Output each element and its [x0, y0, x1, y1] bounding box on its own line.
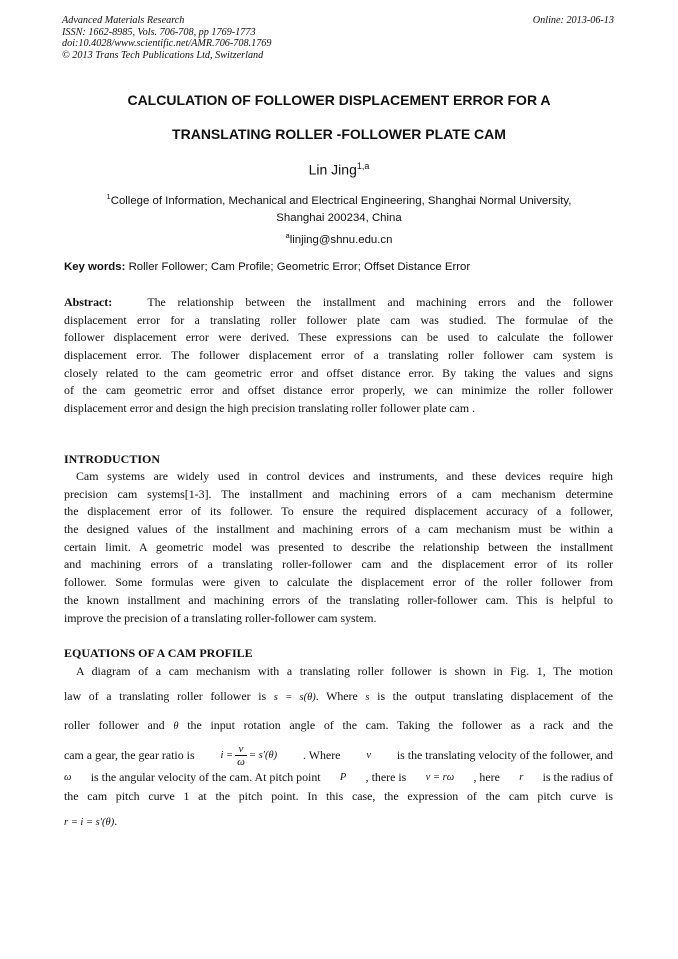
- eq-text: . Where: [315, 689, 358, 703]
- velocity-formula: v = rω: [425, 772, 455, 784]
- intro-line: Cam systems are widely used in control devices and instruments, and these devices require high: [76, 469, 613, 483]
- math-v: v: [366, 749, 371, 761]
- paper-title-line-1: CALCULATION OF FOLLOWER DISPLACEMENT ERROR FOR A: [127, 92, 551, 108]
- doi-line: doi:10.4028/www.scientific.net/AMR.706-708.1769: [62, 38, 272, 50]
- author-sup: 1,a: [356, 161, 370, 171]
- fraction-denominator: ω: [237, 755, 245, 768]
- eq-text: , there is: [365, 770, 407, 785]
- keywords-label: Key words:: [64, 261, 126, 273]
- equations-body: [64, 663, 613, 681]
- abstract-line: displacement error for a translating roller follower plate cam was studied. The formulae of the: [64, 312, 613, 327]
- math-theta: θ: [173, 721, 179, 732]
- eq-line-7: [64, 814, 613, 829]
- eq-line-2: [64, 688, 613, 706]
- math-s: s: [365, 692, 370, 703]
- eq-line-5: [64, 769, 613, 787]
- gear-ratio-formula: [220, 743, 277, 768]
- copyright-line: © 2013 Trans Tech Publications Ltd, Switzerland: [62, 49, 264, 61]
- journal-header: [62, 15, 271, 61]
- abstract-line: The relationship between the installment and machining errors and the follower: [147, 295, 613, 309]
- pitch-curve-formula: r = i = s′(θ): [64, 817, 115, 828]
- keywords-text: Roller Follower; Cam Profile; Geometric Error; Offset Distance Error: [128, 261, 471, 273]
- eq-text: is the angular velocity of the cam. At pitch point: [90, 770, 321, 785]
- eq-text: . Where: [303, 747, 341, 762]
- eq-line-4: [64, 738, 613, 772]
- eq-text: is the output translating displacement of the: [377, 689, 614, 703]
- abstract-line: of the cam geometric error and offset distance error properly, we can minimize the roller follower: [64, 383, 613, 398]
- math-i: i =: [220, 749, 234, 761]
- keywords: [64, 261, 614, 273]
- eq-text: , here: [473, 770, 500, 785]
- eq-line-3: [64, 717, 613, 735]
- eq-text: the input rotation angle of the cam. Taking the follower as a rack and the: [187, 718, 613, 732]
- issn-line: ISSN: 1662-8985, Vols. 706-708, pp 1769-1773: [62, 26, 256, 38]
- abstract-line: displacement error. The follower displacement error of a translating roller follower cam system is: [64, 348, 613, 363]
- affiliation: [60, 188, 618, 249]
- journal-name: Advanced Materials Research: [62, 15, 185, 26]
- author: [0, 161, 678, 178]
- eq-line-1: A diagram of a cam mechanism with a translating roller follower is shown in Fig. 1, The motion: [76, 664, 613, 678]
- introduction-heading: INTRODUCTION: [64, 452, 161, 466]
- intro-line: the designed values of the installment and machining errors of a cam mechanism must be within a: [64, 522, 613, 537]
- intro-line: precision cam systems[1-3]. The installment and machining errors of a cam mechanism determine: [64, 486, 613, 501]
- intro-line: and machining errors of a translating roller-follower cam and the displacement error of its roller: [64, 557, 613, 572]
- math-rhs: = s′(θ): [248, 749, 278, 761]
- author-name: Lin Jing: [308, 161, 357, 178]
- affil-line-1: College of Information, Mechanical and Electrical Engineering, Shanghai Normal University,: [110, 194, 572, 207]
- abstract-label: Abstract:: [64, 295, 113, 309]
- paper-title-line-2: TRANSLATING ROLLER -FOLLOWER PLATE CAM: [172, 126, 506, 142]
- math-P: P: [339, 772, 347, 784]
- intro-line: certain limit. A geometric model was presented to describe the relationship between the installment: [64, 539, 613, 554]
- affil-sup: 1: [106, 192, 111, 201]
- intro-line: improve the precision of a translating roller-follower cam system.: [64, 610, 377, 625]
- email-sup: a: [285, 230, 290, 240]
- eq-text: is the radius of: [542, 770, 613, 785]
- eq-line-6-text: the cam pitch curve 1 at the pitch point. In this case, the expression of the cam pitch curve is: [64, 789, 613, 803]
- author-email: linjing@shnu.edu.cn: [289, 233, 393, 246]
- fraction-numerator: v: [235, 743, 247, 756]
- math-r: r: [519, 772, 524, 784]
- intro-line: the displacement error of its follower. To ensure the required displacement accuracy of a follower,: [64, 504, 613, 519]
- fraction: [235, 743, 247, 768]
- equations-heading: EQUATIONS OF A CAM PROFILE: [64, 646, 253, 660]
- eq-text: roller follower and: [64, 718, 165, 732]
- math-omega: ω: [64, 772, 72, 784]
- introduction-body: [64, 468, 613, 627]
- eq-text: law of a translating roller follower is: [64, 689, 267, 703]
- affil-line-2: Shanghai 200234, China: [276, 211, 402, 224]
- abstract-line: follower displacement error were derived. These expressions can be used to calculate the follower: [64, 330, 613, 345]
- abstract: [64, 294, 613, 418]
- abstract-line: displacement error and design the high precision translating roller follower plate cam .: [64, 401, 476, 416]
- abstract-line: closely related to the cam geometric error and offset distance error. By taking the values and signs: [64, 365, 613, 380]
- intro-line: follower. Some formulas were given to calculate the displacement error of the roller follower from: [64, 575, 613, 590]
- eq-line-6: [64, 788, 613, 806]
- online-date: Online: 2013-06-13: [532, 15, 614, 26]
- eq-text: is the translating velocity of the follower, and: [396, 747, 613, 762]
- intro-line: the known installment and machining errors of the translating roller-follower cam. This is helpful to: [64, 592, 613, 607]
- eq-text: .: [114, 814, 118, 828]
- motion-law-formula: s = s(θ): [273, 692, 316, 703]
- eq-text: cam a gear, the gear ratio is: [64, 747, 195, 762]
